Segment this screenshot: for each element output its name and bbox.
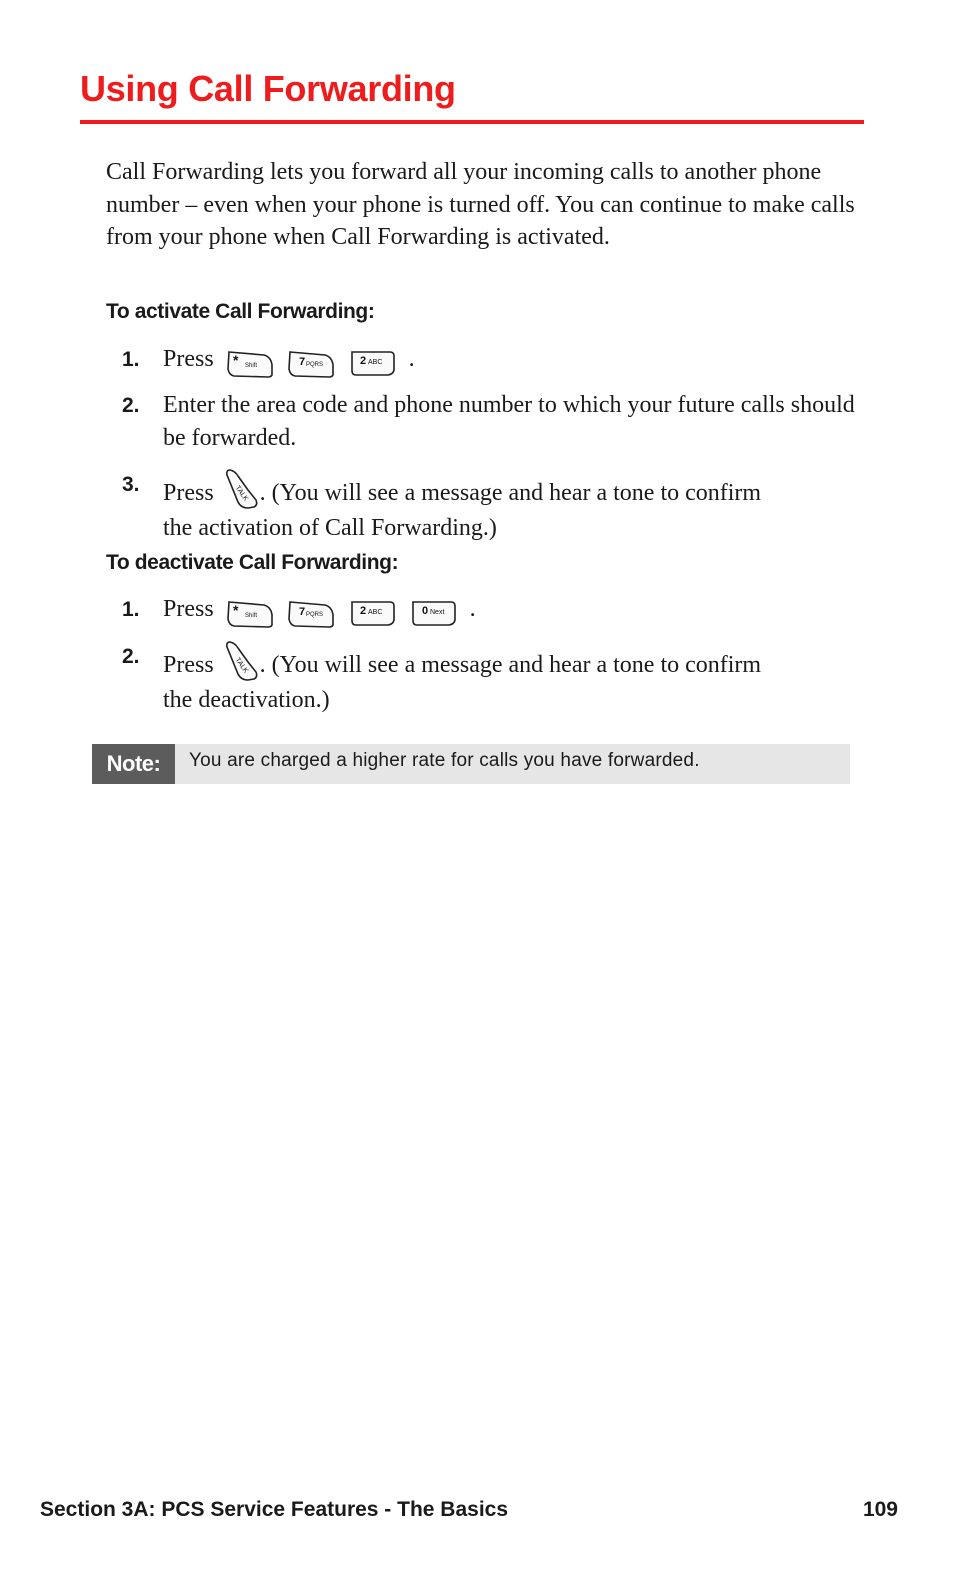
- key-main: 2: [359, 605, 366, 617]
- key-sub: Shift: [244, 613, 257, 619]
- key-sub: PQRS: [305, 362, 323, 368]
- step-number: 2.: [122, 645, 140, 668]
- step-tail: . (You will see a message and hear a tone to confirm: [259, 652, 762, 678]
- footer-page-number: 109: [862, 1498, 898, 1521]
- step-lead: Press: [163, 596, 214, 622]
- key-sub: ABC: [367, 359, 383, 366]
- deactivate-step-2: [122, 640, 858, 717]
- step-number: 1.: [122, 598, 140, 621]
- note-text: You are charged a higher rate for calls you have forwarded.: [189, 750, 700, 771]
- zero-next-key-icon: [409, 599, 456, 625]
- step-text: Enter the area code and phone number to which your future calls should be forwarded.: [163, 392, 855, 451]
- key-label: TALK: [233, 656, 249, 675]
- step-number: 3.: [122, 473, 140, 496]
- activate-step-1: [122, 343, 858, 376]
- step-lead: Press: [163, 480, 214, 506]
- title-rule: [80, 120, 864, 124]
- key-sub: PQRS: [305, 612, 323, 618]
- step-lead: Press: [163, 346, 214, 372]
- talk-key-icon: [220, 468, 260, 512]
- key-sub: ABC: [367, 609, 383, 616]
- key-sub: Shift: [244, 363, 257, 369]
- seven-pqrs-key-icon: [287, 349, 334, 375]
- key-sub: Next: [429, 609, 445, 616]
- key-label: TALK: [233, 484, 249, 503]
- star-shift-key-icon: [226, 349, 273, 375]
- step-tail: .: [408, 346, 415, 372]
- key-main: 7: [298, 606, 305, 618]
- two-abc-key-icon: [348, 599, 395, 625]
- key-main: *: [232, 602, 239, 618]
- key-main: 2: [359, 355, 366, 367]
- step-tail-continued: the deactivation.): [163, 687, 330, 713]
- activate-step-3: [122, 468, 858, 545]
- step-tail: . (You will see a message and hear a tone to confirm: [259, 480, 762, 506]
- key-main: 7: [298, 356, 305, 368]
- intro-paragraph: Call Forwarding lets you forward all your incoming calls to another phone number – even when your phone is turned off. You can continue to make calls from your phone when Call Forwarding is activated.: [106, 159, 855, 250]
- step-tail: .: [469, 596, 476, 622]
- footer-section-title: Section 3A: PCS Service Features - The Basics: [40, 1498, 509, 1521]
- note-label: Note:: [92, 744, 175, 784]
- page-title: Using Call Forwarding: [80, 68, 456, 109]
- activate-heading: To activate Call Forwarding:: [106, 300, 375, 323]
- activate-step-2: [122, 389, 858, 455]
- key-main: *: [232, 352, 239, 368]
- star-shift-key-icon: [226, 599, 273, 625]
- talk-key-icon: [220, 640, 260, 684]
- step-number: 1.: [122, 348, 140, 371]
- step-lead: Press: [163, 652, 214, 678]
- step-number: 2.: [122, 394, 140, 417]
- deactivate-step-1: [122, 593, 858, 626]
- two-abc-key-icon: [348, 349, 395, 375]
- deactivate-heading: To deactivate Call Forwarding:: [106, 551, 399, 574]
- seven-pqrs-key-icon: [287, 599, 334, 625]
- note-box: [92, 744, 850, 784]
- key-main: 0: [421, 605, 428, 617]
- step-tail-continued: the activation of Call Forwarding.): [163, 515, 497, 541]
